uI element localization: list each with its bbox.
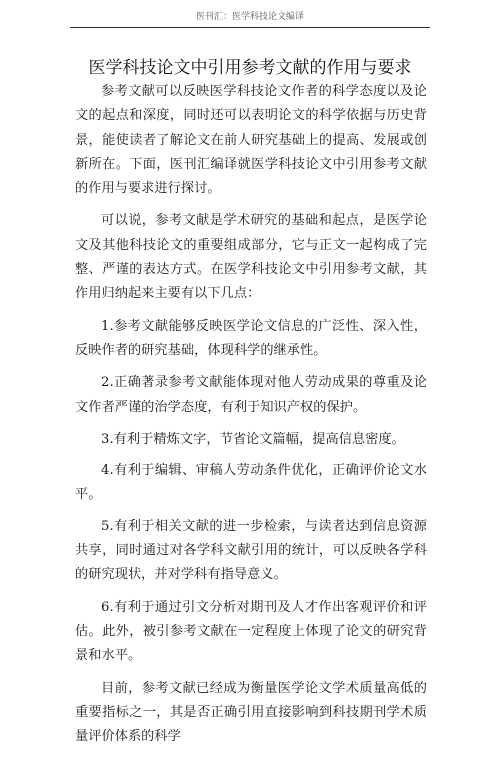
list-item-6: 6.有利于通过引文分析对期刊及人才作出客观评价和评估。此外，被引参考文献在一定程度上体现了论文的研究背景和水平。 [75,599,427,664]
header-divider [70,27,430,28]
paragraph-intro: 参考文献可以反映医学科技论文作者的科学态度以及论文的起点和深度，同时还可以表明论文的科学依据与历史背景，能使读者了解论文在前人研究基础上的提高、发展或创新所在。下面，医刊汇编译就医学科技论文中引用参考文献的作用与要求进行探讨。 [75,84,427,197]
list-item-5: 5.有利于相关文献的进一步检索，与读者达到信息资源共享，同时通过对各学科文献引用的统计，可以反映各学科的研究现状，并对学科有指导意义。 [75,518,427,583]
paragraph-conclusion: 目前，参考文献已经成为衡量医学论文学术质量高低的重要指标之一，其是否正确引用直接影响到科技期刊学术质量评价体系的科学 [75,680,427,745]
list-item-3: 3.有利于精炼文字，节省论文篇幅，提高信息密度。 [101,431,405,447]
document-title: 医学科技论文中引用参考文献的作用与要求 [88,58,412,78]
list-item-4: 4.有利于编辑、审稿人劳动条件优化，正确评价论文水平。 [75,463,427,503]
document-body [75,80,427,757]
list-item-1: 1.参考文献能够反映医学论文信息的广泛性、深入性，反映作者的研究基础，体现科学的继承性。 [75,318,427,358]
running-header: 医刊汇：医学科技论文编译 [195,12,304,22]
list-item-2: 2.正确著录参考文献能体现对他人劳动成果的尊重及论文作者严谨的治学态度，有利于知识产权的保护。 [75,375,427,415]
paragraph-role-summary: 可以说，参考文献是学术研究的基础和起点，是医学论文及其他科技论文的重要组成部分，它与正文一起构成了完整、严谨的表达方式。在医学科技论文中引用参考文献，其作用归纳起来主要有以下几点： [75,213,427,302]
